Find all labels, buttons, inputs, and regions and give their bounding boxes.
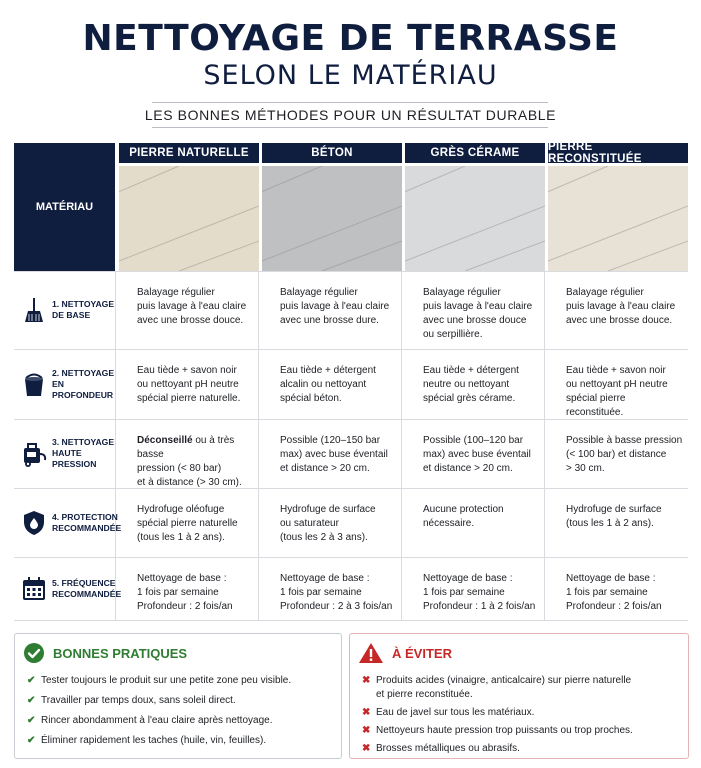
list-item-text: Nettoyeurs haute pression trop puissants ou trop proches. — [376, 725, 633, 736]
check-icon: ✔ — [27, 715, 36, 726]
material-photo-4 — [548, 166, 688, 271]
table-cell: Balayage régulier puis lavage à l'eau claire avec une brosse dure. — [280, 287, 390, 326]
good-practices-header — [23, 642, 187, 664]
check-circle-icon — [23, 642, 45, 664]
check-icon: ✔ — [27, 695, 36, 706]
list-item — [27, 734, 347, 748]
check-icon: ✔ — [27, 735, 36, 746]
list-item — [362, 742, 682, 756]
row-label-2 — [14, 349, 115, 419]
material-photo-3 — [405, 166, 545, 271]
row-label-1 — [14, 271, 115, 349]
title-line-1: NETTOYAGE DE TERRASSE — [82, 18, 619, 59]
table-cell: Nettoyage de base : 1 fois par semaine Profondeur : 2 fois/an — [566, 573, 662, 612]
list-item-text: Eau de javel sur tous les matériaux. — [376, 707, 535, 718]
column-header-4: PIERRE RECONSTITUÉE — [548, 143, 688, 163]
row-label-text: 3. NETTOYAGE HAUTE PRESSION — [52, 437, 115, 469]
column-header-2: BÉTON — [262, 143, 402, 163]
table-cell: Aucune protection nécessaire. — [423, 504, 504, 529]
table-cell: Balayage régulier puis lavage à l'eau claire avec une brosse douce. — [137, 287, 247, 326]
cross-icon: ✖ — [362, 707, 371, 718]
subtitle-bottom-rule — [152, 127, 548, 128]
good-practices-title: BONNES PRATIQUES — [53, 645, 188, 661]
table-cell: Hydrofuge oléofuge spécial pierre naturelle (tous les 1 à 2 ans). — [137, 504, 238, 543]
column-header-1: PIERRE NATURELLE — [119, 143, 259, 163]
table-cell: Nettoyage de base : 1 fois par semaine Profondeur : 1 à 2 fois/an — [423, 573, 536, 612]
table-cell: Eau tiède + détergent neutre ou nettoyant spécial grès cérame. — [423, 365, 519, 404]
list-item-text: Tester toujours le produit sur une petite zone peu visible. — [41, 675, 292, 686]
column-divider — [258, 271, 259, 621]
pressure-washer-icon — [20, 440, 48, 468]
calendar-icon — [20, 575, 48, 603]
table-cell: Hydrofuge de surface (tous les 1 à 2 ans). — [566, 504, 662, 529]
title-line-2: SELON LE MATÉRIAU — [203, 60, 498, 91]
material-header: MATÉRIAU — [14, 143, 115, 271]
row-label-text: 1. NETTOYAGE DE BASE — [52, 299, 115, 320]
table-cell: Possible à basse pression (< 100 bar) et distance > 30 cm. — [566, 435, 683, 474]
table-cell: Eau tiède + détergent alcalin ou nettoyant spécial béton. — [280, 365, 376, 404]
column-header-3: GRÈS CÉRAME — [405, 143, 545, 163]
avoid-list — [362, 674, 682, 760]
row-label-text: 2. NETTOYAGE EN PROFONDEUR — [52, 367, 115, 400]
comparison-table — [14, 143, 688, 621]
table-cell: Eau tiède + savon noir ou nettoyant pH neutre spécial pierre naturelle. — [137, 365, 241, 404]
column-divider — [401, 271, 402, 621]
column-divider — [115, 271, 116, 621]
list-item-text: Éliminer rapidement les taches (huile, vin, feuilles). — [41, 735, 267, 746]
list-item — [362, 706, 682, 720]
list-item-text: Produits acides (vinaigre, anticalcaire) sur pierre naturelle et pierre reconstituée. — [376, 675, 632, 700]
material-photo-1 — [119, 166, 259, 271]
cross-icon: ✖ — [362, 743, 371, 754]
avoid-title: À ÉVITER — [392, 645, 452, 661]
list-item-text: Brosses métalliques ou abrasifs. — [376, 743, 520, 754]
table-cell: Balayage régulier puis lavage à l'eau claire avec une brosse douce ou serpillière. — [423, 287, 533, 340]
cross-icon: ✖ — [362, 725, 371, 736]
subtitle-top-rule — [152, 102, 548, 103]
row-label-5 — [14, 557, 122, 621]
table-cell: Possible (120–150 bar max) avec buse éventail et distance > 20 cm. — [280, 435, 388, 474]
avoid-header — [358, 642, 452, 664]
column-divider — [544, 271, 545, 621]
row-label-4 — [14, 488, 122, 557]
subtitle: LES BONNES MÉTHODES POUR UN RÉSULTAT DURABLE — [144, 107, 557, 123]
table-cell: Nettoyage de base : 1 fois par semaine Profondeur : 2 à 3 fois/an — [280, 573, 393, 612]
table-cell: Nettoyage de base : 1 fois par semaine Profondeur : 2 fois/an — [137, 573, 233, 612]
row-label-3 — [14, 419, 115, 488]
table-cell: Possible (100–120 bar max) avec buse éventail et distance > 20 cm. — [423, 435, 531, 474]
table-cell: Hydrofuge de surface ou saturateur (tous les 2 à 3 ans). — [280, 504, 376, 543]
list-item-text: Rincer abondamment à l'eau claire après nettoyage. — [41, 715, 273, 726]
bucket-icon — [20, 370, 48, 398]
cross-icon: ✖ — [362, 675, 371, 686]
good-practices-box — [14, 633, 342, 759]
table-cell: Déconseillé ou à très basse pression (< 80 bar) et à distance (> 30 cm). — [137, 435, 242, 488]
table-cell: Eau tiède + savon noir ou nettoyant pH neutre spécial pierre reconstituée. — [566, 365, 668, 418]
list-item — [27, 674, 347, 688]
shield-drop-icon — [20, 509, 48, 537]
list-item — [362, 724, 682, 738]
row-label-text: 5. FRÉQUENCE RECOMMANDÉE — [52, 578, 122, 599]
list-item — [27, 714, 347, 728]
check-icon: ✔ — [27, 675, 36, 686]
list-item — [362, 674, 682, 702]
cell-emphasis: Déconseillé — [137, 435, 193, 446]
warning-triangle-icon — [358, 642, 384, 664]
good-practices-list — [27, 674, 347, 754]
avoid-box — [349, 633, 689, 759]
material-photo-2 — [262, 166, 402, 271]
list-item-text: Travailler par temps doux, sans soleil direct. — [41, 695, 236, 706]
table-cell: Balayage régulier puis lavage à l'eau claire avec une brosse douce. — [566, 287, 676, 326]
broom-icon — [20, 296, 48, 324]
list-item — [27, 694, 347, 708]
row-label-text: 4. PROTECTION RECOMMANDÉE — [52, 511, 122, 533]
